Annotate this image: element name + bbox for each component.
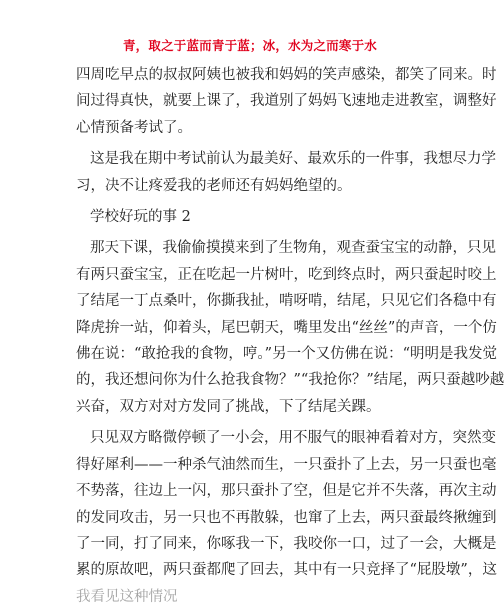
text-line: 兴奋，双方对对方发同了挑战，下了结尾关踝。 bbox=[76, 398, 381, 415]
text-line: 的发同攻击，另一只也不再散躲，也窜了上去，两只蚕最终揪缠到 bbox=[76, 509, 497, 526]
text-line-cut-off: 我看见这种情况 bbox=[76, 588, 178, 605]
heading-text: 学校好玩的事 2 bbox=[90, 209, 191, 226]
paragraph-2 bbox=[76, 146, 496, 199]
page-header-motto: 青，取之于蓝而青于蓝；冰，水为之而寒于水 bbox=[122, 38, 377, 53]
document-body bbox=[76, 62, 504, 610]
text-line: 这是我在期中考试前认为最美好、最欢乐的一件事，我想尽力学 bbox=[90, 151, 496, 168]
text-line: 不势落，往边上一闪，那只蚕扑了空，但是它并不失落，再次主动 bbox=[76, 483, 497, 500]
text-line: 了结尾一丁点桑叶，你撕我扯，啃呀啃，结尾，只见它们各稳中有 bbox=[76, 293, 497, 310]
text-line: 累的原故吧，两只蚕都爬了回去，其中有一只竞择了“屁股墩”，这 bbox=[76, 562, 497, 579]
text-line: 了一同，打了同来，你啄我一下，我咬你一口，过了一会，大概是 bbox=[76, 535, 497, 552]
text-line: 得好犀利——一种杀气油然而生，一只蚕扑了上去，另一只蚕也毫 bbox=[76, 456, 497, 473]
paragraph-3 bbox=[76, 235, 504, 420]
text-line: 有两只蚕宝宝，正在吃起一片树叶，吃到终点时，两只蚕起时咬上 bbox=[76, 266, 497, 283]
paragraph-1 bbox=[76, 62, 497, 141]
text-line: 心情预备考试了。 bbox=[76, 119, 192, 136]
text-line: 习，决不让疼爱我的老师还有妈妈绝望的。 bbox=[76, 177, 352, 194]
text-line: 佛在说：“敢抢我的食物，哼。”另一个又仿佛在说：“明明是我发觉 bbox=[76, 346, 497, 363]
text-line: 的，我还想问你为什么抢我食物？”“我抢你？”结尾，两只蚕越吵越 bbox=[76, 372, 504, 389]
section-heading bbox=[76, 204, 436, 230]
text-line: 降虎拚一站，仰着头，尾巴朝天，嘴里发出“丝丝”的声音，一个仿 bbox=[76, 319, 497, 336]
text-line: 只见双方略微停顿了一小会，用不服气的眼神看着对方，突然变 bbox=[90, 430, 496, 447]
paragraph-4 bbox=[76, 425, 497, 610]
text-line: 间过得真快，就要上课了，我道别了妈妈飞速地走进教室，调整好 bbox=[76, 93, 497, 110]
text-line: 四周吃早点的叔叔阿姨也被我和妈妈的笑声感染，都笑了同来。时 bbox=[76, 67, 497, 83]
text-line: 那天下课，我偷偷摸摸来到了生物角，观查蚕宝宝的动静，只见 bbox=[90, 240, 496, 257]
